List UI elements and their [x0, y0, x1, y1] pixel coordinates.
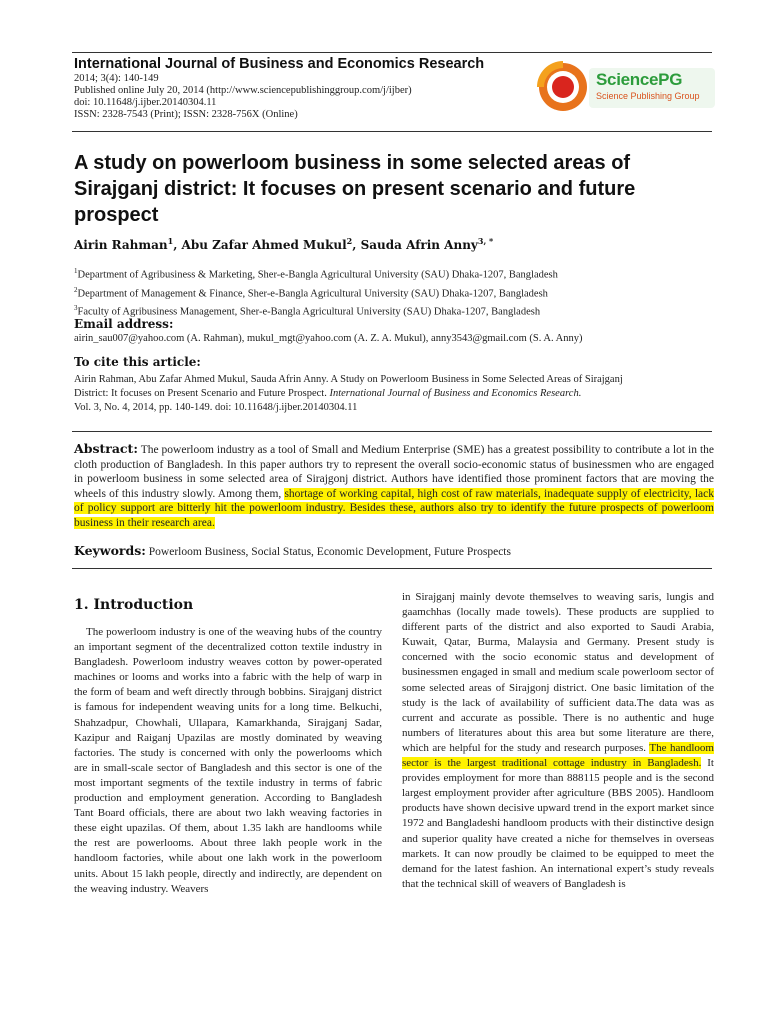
author-1: Airin Rahman: [74, 238, 168, 252]
abstract-top-rule: [72, 431, 712, 432]
body-text: It provides employment for more than 888115 people and is the second largest employment provider after agriculture (BBS 2005). Handloom products have shown decisive upward trend in the export market since 1972 and Bangladeshi handloom products with their distinctive design and superior quality have created a niche for themselves in overseas markets. It can now proudly be claimed to be equipped to meet the demand for the latest fashion. An international expert’s study reveals that the technical skill of weavers of Bangladesh is: [402, 757, 714, 890]
paper-title: A study on powerloom business in some selected areas of Sirajganj district: It focuses on present scenario and future prospect: [74, 152, 636, 226]
body-column-right: [402, 590, 714, 892]
author-separator: ,: [173, 238, 182, 252]
affiliation: [74, 283, 558, 302]
logo-subtitle: Science Publishing Group: [596, 91, 700, 101]
author-2-sup: 2: [346, 236, 353, 246]
abstract-text: The powerloom industry as a tool of Small and Medium Enterprise (SME) has a greatest possibility to contribute a lot in the cloth production of Bangladesh. In this paper authors try to represent the overall socio-economic status of businessmen who are engaged in powerloom business in some selected area of Sirajgonj district. Authors have identified those prominent factors that are moving the wheels of this industry slowly. Among them,: [74, 444, 714, 500]
meta-issn: ISSN: 2328-7543 (Print); ISSN: 2328-756X (Online): [74, 109, 298, 120]
keywords-bottom-rule: [72, 568, 712, 569]
abstract: [74, 442, 714, 531]
email-heading: Email address:: [74, 317, 174, 331]
header-bottom-rule: [72, 131, 712, 132]
author-3: Sauda Afrin Anny: [360, 238, 478, 252]
affiliation-sup: 2: [74, 285, 78, 294]
affiliation-text: Department of Agribusiness & Marketing, Sher-e-Bangla Agricultural University (SAU) Dhaka-1207, Bangladesh: [77, 269, 558, 281]
sciencepg-logo: [596, 70, 700, 101]
journal-meta: [74, 73, 412, 121]
author-2: Abu Zafar Ahmed Mukul: [181, 238, 347, 252]
email-addresses[interactable]: airin_sau007@yahoo.com (A. Rahman), mukul_mgt@yahoo.com (A. Z. A. Mukul), anny3543@gmail.com (S. A. Anny): [74, 333, 583, 344]
citation-line: Airin Rahman, Abu Zafar Ahmed Mukul, Sauda Afrin Anny. A Study on Powerloom Business in Some Selected Areas of Sirajganj: [74, 374, 623, 385]
affiliations: [74, 264, 558, 320]
affiliation: [74, 264, 558, 283]
citation-line: Vol. 3, No. 4, 2014, pp. 140-149. doi: 10.11648/j.ijber.20140304.11: [74, 402, 358, 413]
author-1-sup: 1: [167, 236, 174, 246]
logo-name: SciencePG: [596, 70, 683, 89]
meta-volume: 2014; 3(4): 140-149: [74, 73, 159, 84]
author-3-sup: 3, *: [477, 236, 494, 246]
header-top-rule: [72, 52, 712, 53]
meta-published: Published online July 20, 2014 (http://www.sciencepublishinggroup.com/j/ijber): [74, 85, 412, 96]
cite-heading: To cite this article:: [74, 355, 201, 369]
affiliation-text: Department of Management & Finance, Sher-e-Bangla Agricultural University (SAU) Dhaka-1207, Bangladesh: [77, 288, 548, 299]
keywords: [74, 543, 714, 558]
abstract-highlight: shortage of working capital, high cost of raw materials, inadequate supply of electricity, lack of policy support are bitterly hit the powerloom industry. Besides these, authors also try to identify the future prospects of powerloom business in their research area.: [74, 487, 714, 529]
affiliation-sup: 3: [74, 304, 78, 312]
keywords-label: Keywords:: [74, 543, 146, 558]
citation-line: [74, 387, 623, 401]
body-text: in Sirajganj mainly devote themselves to weaving saris, lungis and gaamchhas (locally made towels). These products are supplied to different parts of the district and also exported to Saudi Arabia, Kuwait, Qatar, Burma, Malaysia and Germany. Present study is concerned with the socio economic status and development of businessmen engaged in small and medium scale powerloom sector of some selected areas of Sirajgonj district. One basic limitation of the study is the lack of availability of sufficient data.The data was as current and accurate as possible. There is no authentic and huge numbers of literatures about this area but some literature are there, which are helpful for the study and research purposes.: [402, 591, 714, 754]
author-separator: ,: [352, 238, 361, 252]
keywords-text: Powerloom Business, Social Status, Economic Development, Future Prospects: [145, 546, 511, 558]
citation-journal: International Journal of Business and Economics Research.: [329, 388, 582, 399]
affiliation-text: Faculty of Agribusiness Management, Sher-e-Bangla Agricultural University (SAU) Dhaka-1207, Bangladesh: [77, 306, 541, 318]
body-highlight: The handloom sector is the largest traditional cottage industry in Bangladesh.: [402, 741, 714, 770]
abstract-label: Abstract:: [74, 441, 138, 456]
citation: [74, 373, 623, 415]
author-list: [74, 236, 493, 252]
affiliation-sup: 1: [74, 267, 78, 275]
meta-doi: doi: 10.11648/j.ijber.20140304.11: [74, 97, 217, 108]
citation-text: District: It focuses on Present Scenario and Future Prospect.: [74, 388, 330, 399]
journal-name: International Journal of Business and Economics Research: [74, 56, 485, 72]
section-heading-introduction: 1. Introduction: [74, 597, 194, 613]
body-column-left: The powerloom industry is one of the weaving hubs of the country an important segment of the decentralized cotton textile industry in Bangladesh. Powerloom industry weaves cotton by power-operated machines or looms and works into a fabric with the help of warp in the form of beam and weft directly through bobbins. Sirajganj district is famous for independent weaving units for a long time. Belkuchi, Shahzadpur, Chowhali, Ullapara, Kamarkhanda, Sirajganj Sadar, Kazipur and Raiganj Upazilas are mostly dominated by weaving factories. The study is concerned with only the powerlooms which are in small-scale sector of Bangladesh and this sector is one of the most important segments of the textile industry in terms of fabric production and employment generation. According to Bangladesh Tant Board officials, there are about two lakh weaving factories in these eight upazilas. Of them, about 1.35 lakh are handlooms while the rest are powerlooms. About three lakh people work in the handloom factories, while about one lakh work in the powerloom units. About 15 lakh people, directly and indirectly, are dependent on the weaving industry. Weavers: [74, 626, 382, 895]
